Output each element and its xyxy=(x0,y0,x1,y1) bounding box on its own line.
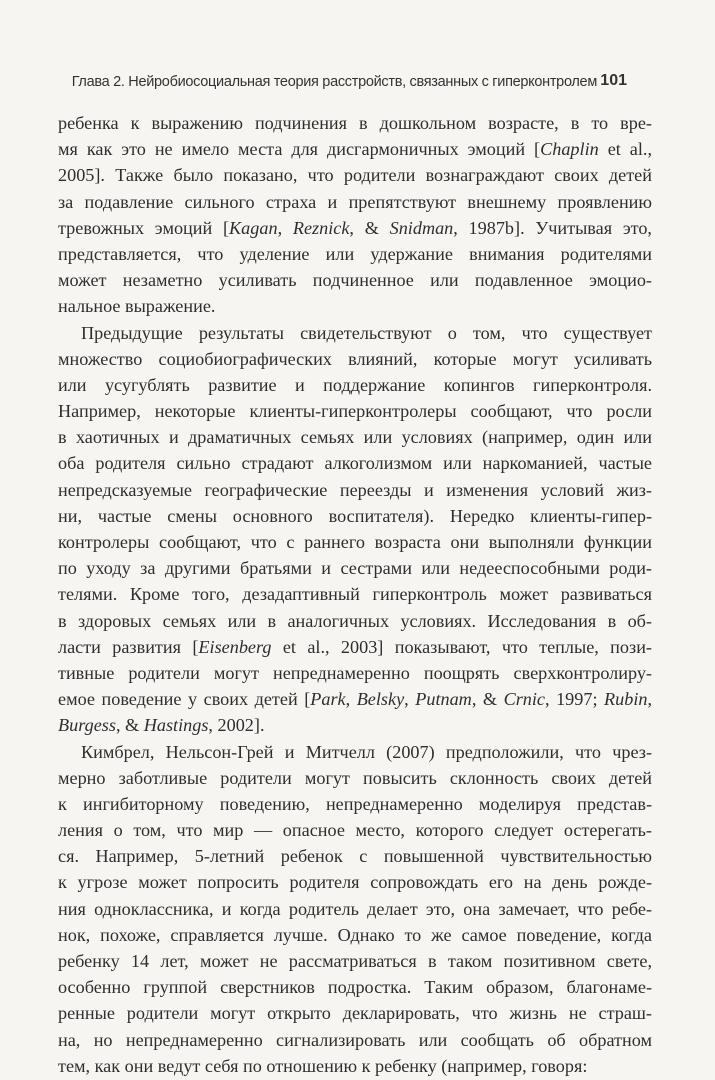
text-segment: множество социобиографических влияний, которые могут усиливать xyxy=(58,348,652,369)
text-line xyxy=(58,634,652,660)
citation-author: Kagan xyxy=(229,217,278,238)
text-line xyxy=(58,398,652,424)
text-line xyxy=(58,189,652,215)
citation-author: Rubin xyxy=(604,689,648,710)
text-line xyxy=(58,869,652,895)
text-line xyxy=(58,293,652,319)
text-segment: нальное выражение. xyxy=(58,296,216,317)
text-line xyxy=(58,136,652,162)
citation-author: Hastings xyxy=(143,715,209,736)
text-segment: тревожных эмоций [ xyxy=(58,217,230,238)
running-title: Глава 2. Нейробиосоциальная теория расстройств, связанных с гиперконтролем xyxy=(71,74,597,90)
citation-author: Burgess xyxy=(58,715,116,736)
citation-author: Snidman xyxy=(389,217,454,238)
citation-author: Crnic xyxy=(503,689,545,710)
citation-author: Chaplin xyxy=(540,139,599,160)
text-line xyxy=(58,608,652,634)
citation-author: Eisenberg xyxy=(198,636,272,657)
text-segment: , 2002]. xyxy=(208,715,265,736)
text-line xyxy=(58,450,652,476)
text-line xyxy=(58,215,652,241)
text-segment: тивные родители могут непреднамеренно поощрять сверхконтролиру- xyxy=(58,662,652,683)
text-segment: по уходу за другими братьями и сестрами или недееспособными роди- xyxy=(58,558,652,579)
text-segment: или усугублять развитие и поддержание копингов гиперконтроля. xyxy=(58,374,652,395)
text-line xyxy=(58,660,652,686)
text-line xyxy=(58,320,652,346)
text-line xyxy=(58,1027,652,1053)
text-line xyxy=(58,1053,652,1079)
text-segment: ребенка к выражению подчинения в дошкольном возрасте, в то вре- xyxy=(58,113,652,133)
text-line xyxy=(58,843,652,869)
text-line xyxy=(58,686,652,712)
text-segment: , 1987b]. Учитывая это, xyxy=(453,217,652,238)
text-line xyxy=(58,477,652,503)
text-segment: , xyxy=(345,689,357,710)
text-segment: , xyxy=(404,689,416,710)
text-line xyxy=(58,739,652,765)
citation-author: Park xyxy=(310,689,346,710)
text-line xyxy=(58,817,652,843)
text-line xyxy=(58,424,652,450)
text-segment: ренные родители могут открыто декларировать, что жизнь не страш- xyxy=(58,1003,652,1024)
text-line xyxy=(58,110,652,136)
text-segment: ся. Например, 5-летний ребенок с повышенной чувствительностью xyxy=(58,846,652,867)
text-line xyxy=(58,974,652,1000)
text-segment: контролеры сообщают, что с раннего возраста они выполняли функции xyxy=(58,532,652,552)
paragraph xyxy=(58,110,652,320)
text-segment: , & xyxy=(471,689,504,710)
text-segment: , & xyxy=(349,217,390,238)
citation-author: Belsky xyxy=(356,689,405,710)
text-segment: на, но непреднамеренно сигнализировать или сообщать об обратном xyxy=(58,1029,652,1050)
text-segment: Предыдущие результаты свидетельствуют о том, что существует xyxy=(81,322,652,343)
text-line xyxy=(58,1000,652,1026)
text-segment: особенно группой сверстников подростка. Таким образом, благонаме- xyxy=(58,977,652,998)
text-line xyxy=(58,765,652,791)
text-line xyxy=(58,581,652,607)
text-segment: может незаметно усиливать подчиненное или подавленное эмоцио- xyxy=(58,270,652,291)
text-segment: непредсказуемые географические переезды и изменения условий жиз- xyxy=(58,479,652,500)
text-line xyxy=(58,346,652,372)
text-segment: , & xyxy=(115,715,144,736)
text-segment: et al., xyxy=(598,139,652,160)
text-segment: емое поведение у своих детей [ xyxy=(58,689,311,710)
text-line xyxy=(58,162,652,188)
text-segment: 2005]. Также было показано, что родители вознаграждают своих детей xyxy=(58,165,652,186)
text-line xyxy=(58,267,652,293)
paragraph xyxy=(58,320,652,739)
text-segment: оба родителя сильно страдают алкоголизмом или наркоманией, частые xyxy=(58,453,652,474)
text-segment: et al., 2003] показывают, что теплые, пози- xyxy=(271,636,652,657)
text-segment: , xyxy=(277,217,293,238)
text-segment: ни, частые смены основного воспитателя). Нередко клиенты-гипер- xyxy=(58,505,652,526)
citation-author: Reznick xyxy=(292,217,350,238)
text-segment: нок, похоже, справляется лучше. Однако то же самое поведение, когда xyxy=(58,924,652,945)
text-line xyxy=(58,948,652,974)
text-segment: к ингибиторному поведению, непреднамеренно моделируя представ- xyxy=(58,793,652,814)
text-segment: мя как это не имело места для дисгармоничных эмоций [ xyxy=(58,139,541,160)
text-line xyxy=(58,372,652,398)
text-segment: , 1997; xyxy=(545,689,605,710)
text-segment: Кимбрел, Нельсон-Грей и Митчелл (2007) предположили, что чрез- xyxy=(81,741,652,762)
text-line xyxy=(58,922,652,948)
text-segment: в хаотичных и драматичных семьях или условиях (например, один или xyxy=(58,427,652,448)
text-line xyxy=(58,896,652,922)
text-segment: ласти развития [ xyxy=(58,636,199,657)
text-segment: ребенку 14 лет, может не рассматриваться в таком позитивном свете, xyxy=(58,951,652,971)
text-segment: ния одноклассника, и когда родитель делает это, она замечает, что ребе- xyxy=(58,898,652,919)
text-segment: , xyxy=(647,689,653,710)
text-segment: Например, некоторые клиенты-гиперконтролеры сообщают, что росли xyxy=(58,401,652,422)
text-line xyxy=(58,791,652,817)
text-segment: представляется, что уделение или удержание внимания родителями xyxy=(58,243,652,264)
text-line xyxy=(58,529,652,555)
text-line xyxy=(58,712,652,738)
running-header xyxy=(0,70,715,94)
text-line xyxy=(58,555,652,581)
citation-author: Putnam xyxy=(415,689,472,710)
text-line xyxy=(58,503,652,529)
body-text xyxy=(58,110,652,1079)
text-segment: тем, как они ведут себя по отношению к ребенку (например, говоря: xyxy=(58,1055,588,1076)
text-segment: мерно заботливые родители могут повысить склонность своих детей xyxy=(58,767,652,788)
text-line xyxy=(58,241,652,267)
text-segment: ления о том, что мир — опасное место, которого следует остерегать- xyxy=(58,820,652,841)
page-number: 101 xyxy=(600,72,627,89)
text-segment: за подавление сильного страха и препятствуют внешнему проявлению xyxy=(58,191,652,212)
paragraph xyxy=(58,739,652,1079)
text-segment: в здоровых семьях или в аналогичных условиях. Исследования в об- xyxy=(58,610,652,631)
text-segment: телями. Кроме того, дезадаптивный гиперконтроль может развиваться xyxy=(58,584,652,605)
text-segment: к угрозе может попросить родителя сопровождать его на день рожде- xyxy=(58,872,652,893)
